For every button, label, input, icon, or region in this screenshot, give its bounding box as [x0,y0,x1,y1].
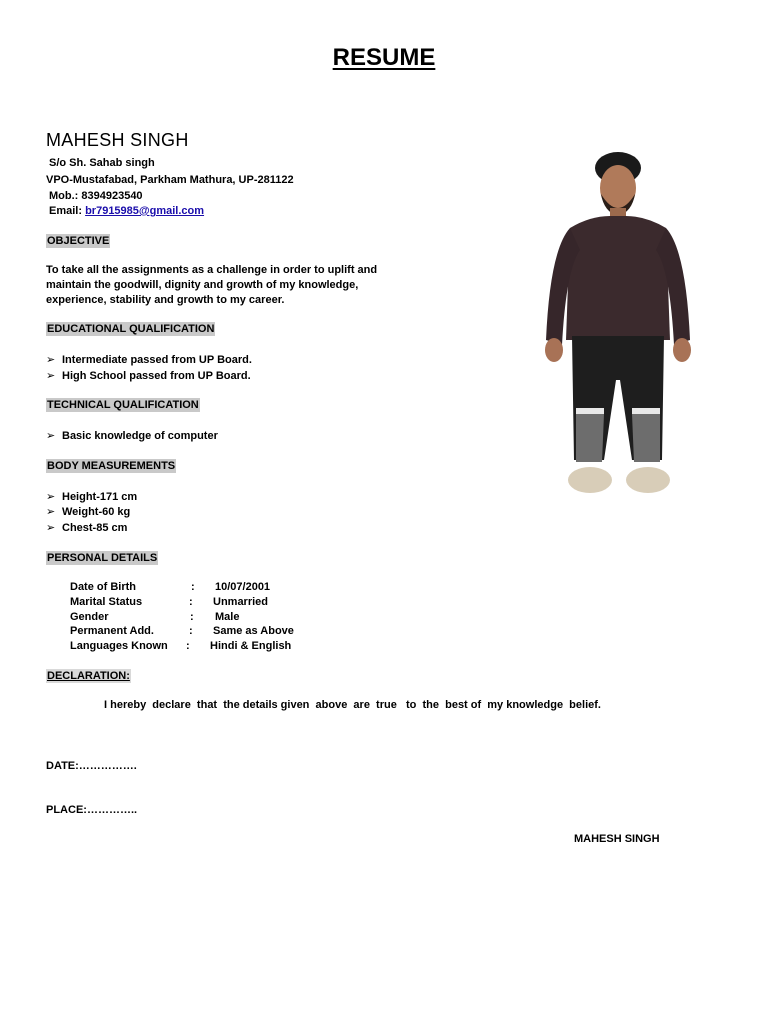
email-link[interactable]: br7915985@gmail.com [85,205,205,217]
permanent-address-colon: : [189,625,193,637]
father-name: S/o Sh. Sahab singh [49,157,155,169]
arrow-bullet-icon: ➢ [46,522,56,534]
languages-label: Languages Known [70,640,168,652]
list-item: ➢ High School passed from UP Board. [46,370,251,382]
person-photo-icon [540,150,696,500]
dob-colon: : [191,581,195,593]
list-item: ➢ Weight-60 kg [46,506,131,518]
candidate-name: MAHESH SINGH [46,130,189,150]
arrow-bullet-icon: ➢ [46,354,56,366]
list-item: ➢ Intermediate passed from UP Board. [46,354,252,366]
permanent-address-value: Same as Above [213,625,294,637]
mobile-number: Mob.: 8394923540 [49,190,143,202]
email-label: Email: [49,205,86,217]
dob-value: 10/07/2001 [215,581,271,593]
marital-status-colon: : [189,596,193,608]
gender-label: Gender [70,611,109,623]
languages-value: Hindi & English [210,640,292,652]
marital-status-value: Unmarried [213,596,269,608]
document-title: RESUME [332,44,436,71]
dob-label: Date of Birth [70,581,136,593]
marital-status-label: Marital Status [70,596,143,608]
declaration-text: I hereby declare that the details given above are true to the best of my knowledge belief. [104,699,601,711]
gender-value: Male [215,611,240,623]
arrow-bullet-icon: ➢ [46,430,56,442]
list-item: ➢ Basic knowledge of computer [46,430,218,442]
arrow-bullet-icon: ➢ [46,491,56,503]
body-measurements-heading: BODY MEASUREMENTS [47,460,176,472]
education-heading: EDUCATIONAL QUALIFICATION [47,323,215,335]
permanent-address-label: Permanent Add. [70,625,154,637]
arrow-bullet-icon: ➢ [46,370,56,382]
signature-name: MAHESH SINGH [574,833,660,845]
email-line [49,205,204,217]
objective-text: To take all the assignments as a challenge in order to uplift and maintain the goodwill, dignity and growth of my knowledge, experience, stability and growth to my career. [46,264,378,306]
gender-colon: : [190,611,194,623]
date-field: DATE:……………. [46,760,137,772]
list-item: ➢ Chest-85 cm [46,522,128,534]
technical-heading: TECHNICAL QUALIFICATION [47,399,199,411]
list-item: ➢ Height-171 cm [46,491,138,503]
personal-details-heading: PERSONAL DETAILS [47,552,158,564]
arrow-bullet-icon: ➢ [46,506,56,518]
place-field: PLACE:………….. [46,804,138,816]
declaration-heading: DECLARATION: [47,670,130,682]
languages-colon: : [186,640,190,652]
address: VPO-Mustafabad, Parkham Mathura, UP-281122 [46,174,294,186]
objective-heading: OBJECTIVE [47,235,110,247]
